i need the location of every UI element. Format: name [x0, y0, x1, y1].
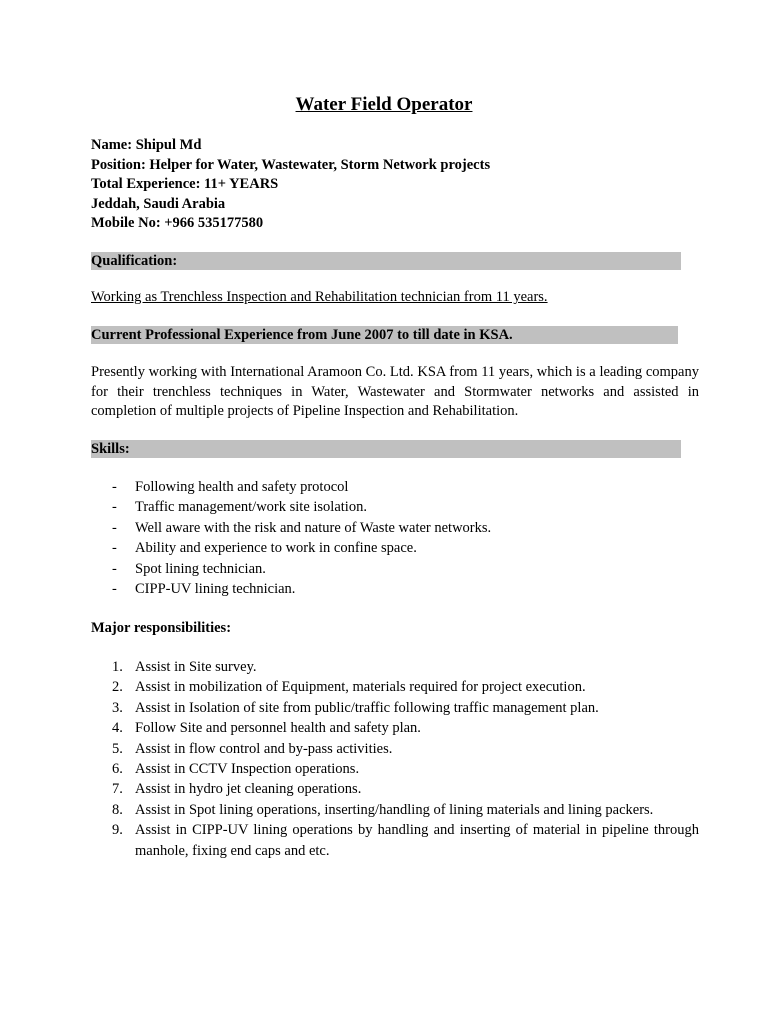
responsibility-text: Assist in Spot lining operations, inserting/handling of lining materials and lining packers. [135, 801, 654, 818]
skill-text: Spot lining technician. [135, 560, 266, 577]
bullet-dash: - [112, 560, 117, 577]
personal-info [91, 136, 490, 234]
skill-text: CIPP-UV lining technician. [135, 580, 296, 597]
position-line: Position: Helper for Water, Wastewater, Storm Network projects [91, 156, 491, 173]
list-item [91, 657, 699, 677]
bullet-dash: - [112, 479, 117, 495]
list-item [91, 759, 699, 779]
skill-text: Traffic management/work site isolation. [135, 499, 367, 516]
skill-text: Ability and experience to work in confine space. [135, 540, 417, 557]
current-experience-text: Presently working with International Aramoon Co. Ltd. KSA from 11 years, which is a leading company for their trenchless techniques in Water, Wastewater and Stormwater networks and assisted in completion of multiple projects of Pipeline Inspection and Rehabilitation. [91, 364, 699, 419]
document-title: Water Field Operator [295, 94, 473, 115]
qualification-heading: Qualification: [91, 252, 681, 270]
list-item [91, 820, 699, 861]
item-number: 5. [112, 740, 123, 757]
item-number: 7. [112, 781, 123, 798]
responsibility-text: Assist in mobilization of Equipment, materials required for project execution. [135, 679, 586, 696]
list-item [91, 739, 699, 759]
responsibilities-heading: Major responsibilities: [91, 620, 232, 636]
bullet-dash: - [112, 499, 117, 516]
item-number: 2. [112, 679, 123, 696]
item-number: 9. [112, 822, 123, 839]
item-number: 8. [112, 801, 123, 818]
mobile-line: Mobile No: +966 535177580 [91, 215, 264, 231]
list-item [91, 779, 699, 799]
responsibility-text: Follow Site and personnel health and safety plan. [135, 720, 421, 737]
item-number: 6. [112, 761, 123, 778]
responsibility-text: Assist in CCTV Inspection operations. [135, 761, 360, 778]
bullet-dash: - [112, 580, 117, 597]
item-number: 4. [112, 720, 123, 737]
list-item [91, 677, 699, 697]
list-item [91, 718, 699, 738]
item-number: 3. [112, 699, 123, 716]
bullet-dash: - [112, 519, 117, 536]
responsibilities-list [91, 657, 699, 861]
list-item [91, 800, 699, 820]
list-item [91, 698, 699, 718]
bullet-dash: - [112, 540, 117, 557]
skill-text: Following health and safety protocol [135, 479, 349, 495]
responsibility-text: Assist in CIPP-UV lining operations by handling and inserting of material in pipeline through manhole, fixing end caps and etc. [135, 822, 699, 859]
name-line: Name: Shipul Md [91, 137, 202, 153]
location-line: Jeddah, Saudi Arabia [91, 195, 226, 212]
skill-text: Well aware with the risk and nature of Waste water networks. [135, 519, 492, 536]
item-number: 1. [112, 659, 123, 675]
qualification-text [91, 288, 548, 308]
responsibility-text: Assist in Isolation of site from public/traffic following traffic management plan. [135, 699, 599, 716]
qualification-text-content: Working as Trenchless Inspection and Rehabilitation technician from 11 years. [91, 289, 548, 305]
skills-heading: Skills: [91, 440, 681, 458]
responsibility-text: Assist in flow control and by-pass activities. [135, 740, 393, 757]
current-experience-heading: Current Professional Experience from June 2007 to till date in KSA. [91, 326, 678, 344]
responsibility-text: Assist in hydro jet cleaning operations. [135, 781, 362, 798]
responsibility-text: Assist in Site survey. [135, 659, 257, 675]
experience-line: Total Experience: 11+ YEARS [91, 176, 279, 192]
